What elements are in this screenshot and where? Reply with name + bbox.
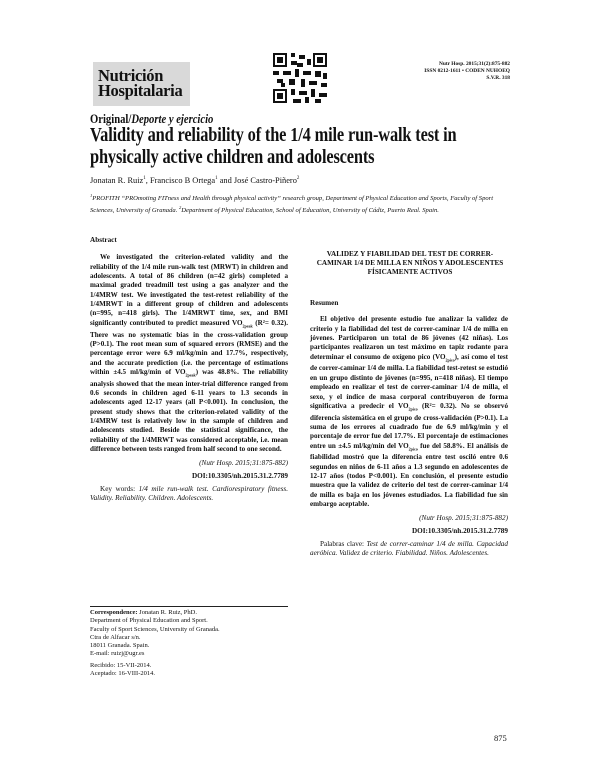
keywords-text: Test de correr-caminar 1/4 de milla. Capacidad aeróbica. Validez de criterio. Fiabilidad. Niños. Adolescentes. — [310, 540, 508, 558]
correspondence-line: Department of Physical Education and Sport. — [90, 617, 208, 625]
affiliation-mark: 2 — [296, 176, 300, 182]
affiliation-mark: 1 — [143, 176, 146, 182]
affiliation-mark: 2 — [179, 204, 182, 210]
affiliation-mark: 1 — [215, 176, 218, 182]
subsection-label: Deporte y ejercicio — [131, 112, 214, 126]
keywords-text: 1/4 mile run-walk test. Cardiorespiratory fitness. Validity. Reliability. Children. Adolescents. — [90, 485, 288, 503]
correspondence-line: Ctra de Alfacar s/n. — [90, 633, 141, 641]
abstract-section — [90, 236, 288, 504]
author-name: José Castro-Piñero — [233, 176, 297, 185]
journal-svr: S.V.R. 318 — [486, 74, 510, 81]
abstract-doi[interactable]: DOI:10.3305/nh.2015.31.2.7789 — [191, 471, 288, 480]
author-separator: and — [217, 176, 234, 185]
qr-code-icon — [273, 53, 327, 103]
correspondence-name: Jonatan R. Ruiz, PhD. — [139, 609, 197, 616]
keywords-label: Palabras clave: — [320, 540, 367, 549]
article-title: Validity and reliability of the 1/4 mile run-walk test in physically active children and adolescents — [90, 124, 457, 168]
author-list — [90, 176, 299, 185]
author-name: Jonatan R. Ruiz — [90, 176, 144, 185]
journal-header-info — [380, 61, 510, 81]
subscript: 2pico — [408, 446, 418, 452]
accepted-date: Aceptado: 16-VIII-2014. — [90, 670, 155, 678]
journal-citation: Nutr Hosp. 2015;31(2):875-882 — [438, 61, 510, 67]
footnote-divider — [90, 606, 288, 607]
resumen-doi[interactable]: DOI:10.3305/nh.2015.31.2.7789 — [411, 526, 508, 535]
affiliation-2: Department of Physical Education, School of Education, University of Cádiz, Puerto Real. Spain. — [181, 206, 439, 214]
subscript: 2pico — [445, 357, 455, 363]
abstract-text — [90, 253, 288, 454]
subscript: 2pico — [408, 406, 418, 412]
affiliation-1: PROFITH “PROmoting FITness and Health through physical activity” research group, Department of Physical Education and Sports, Faculty of Sport Sciences, University of Granada. — [90, 195, 494, 214]
page-number: 875 — [494, 733, 507, 743]
received-date: Recibido: 15-VII-2014. — [90, 661, 152, 669]
resumen-text-part: (R²= 0.32). No se observó diferencia sistemática en el grupo de cross-validación (P>0.1). La suma de los errores al cuadrado fue de 6.9 ml/kg/min y el porcentaje de error fue del 17.7%. El porcentaje de estimaciones entre un ±4.5 ml/kg/min del VO — [310, 401, 508, 450]
logo-line-1: Nutrición — [98, 66, 164, 85]
author-separator: , — [145, 176, 150, 185]
resumen-text-part: El objetivo del presente estudio fue analizar la validez de criterio y la fiabilidad del test de correr-caminar 1/4 de milla en jóvenes. Participaron un total de 86 jóvenes (42 niñas). Los participantes realizaron un test máximo en tapiz rodante para determinar el consumo de oxígeno pico (VO — [310, 315, 508, 361]
abstract-text-part: ) was 48.8%. The reliability analysis showed that the mean inter-trial difference ranged from 0.6 seconds in children aged 6-11 years to 1.3 seconds in adolescents aged 12-17 years (all P<0.001). In conclusion, the present study shows that the criterion-related validity of the 1/4MRW test is relatively low in the sample of children and adolescents studied. Beside the statistical significance, the reliability of the 1/4MRWT was considered acceptable, i.e. mean difference between tests ranged from half second to one second. — [90, 367, 288, 454]
author-name: Francisco B Ortega — [149, 176, 216, 185]
journal-logo — [93, 62, 190, 106]
abstract-text-part: (R²= 0.32). There was no systematic bias in the cross-validation group (P>0.1). The root mean sum of squared errors (RMSE) and the percentage error were 6.9 ml/kg/min and 17.7%, respectively, and the accurate prediction (i.e. the percentage of estimations within ±4.5 ml/kg/min of VO — [90, 318, 288, 376]
resumen-citation: (Nutr Hosp. 2015;31:875-882) — [419, 514, 508, 523]
correspondence-line: 18011 Granada. Spain. — [90, 642, 150, 650]
spanish-title: VALIDEZ Y FIABILIDAD DEL TEST DE CORRER-CAMINAR 1/4 DE MILLA EN NIÑOS Y ADOLESCENTES FÍSICAMENTE ACTIVOS — [316, 250, 504, 277]
resumen-heading: Resumen — [310, 299, 339, 307]
logo-line-2: Hospitalaria — [98, 81, 183, 100]
abstract-keywords — [90, 485, 288, 504]
resumen-section — [310, 299, 508, 559]
correspondence-block — [90, 609, 310, 678]
subscript: 2peak — [185, 372, 196, 378]
abstract-heading: Abstract — [90, 236, 117, 244]
article-section: Original/Deporte y ejercicio — [90, 112, 214, 126]
abstract-citation: (Nutr Hosp. 2015;31:875-882) — [199, 459, 288, 468]
keywords-label: Key words: — [100, 485, 139, 494]
subscript: 2peak — [242, 323, 253, 329]
correspondence-line: Faculty of Sport Sciences, University of Granada. — [90, 625, 220, 633]
resumen-text-part: fue del 58.8%. El análisis de fiabilidad mostró que la diferencia entre test osciló entre 0.6 segundos en niños de 6-11 años a 1.3 segundo en adolescentes de 12-17 años (todos P<0.001). En conclusión, el presente estudio muestra que la validez de criterio del test de correr-caminar 1/4 de milla es baja en los jóvenes estudiados. La fiabilidad fue sin embargo aceptable. — [310, 441, 509, 509]
affiliation-mark: 1 — [90, 193, 93, 198]
resumen-text-part: ), así como el test de correr-caminar 1/4 de milla. La fiabilidad test-retest se estudió en un grupo distinto de jóvenes (n=995, n=418 niñas). El tiempo empleado en realizar el test de correr-caminar 1/4 de milla, el sexo, y el índice de masa corporal contribuyeron de forma significativa a predecir el VO — [310, 352, 508, 410]
resumen-text — [310, 315, 508, 509]
resumen-keywords — [310, 540, 508, 559]
section-label: Original — [90, 112, 129, 126]
affiliations — [90, 192, 510, 215]
abstract-text-part: We investigated the criterion-related validity and the reliability of the 1/4 mile run-walk test (MRWT) in children and adolescents. A total of 86 children (n=42 girls) completed a maximal graded treadmill test using a gas analyzer and the 1/4MRW test. We investigated the test-retest reliability of the 1/4MRWT in a different group of children and adolescents (n=995, n=418 girls). The 1/4MRWT time, sex, and BMI significantly contributed to predict measured VO — [90, 253, 288, 327]
journal-issn: ISSN 0212-1611 • CODEN NUHOEQ — [424, 67, 510, 74]
correspondence-label: Correspondence: — [90, 609, 140, 616]
correspondence-email[interactable]: E-mail: ruizj@ugr.es — [90, 650, 145, 658]
